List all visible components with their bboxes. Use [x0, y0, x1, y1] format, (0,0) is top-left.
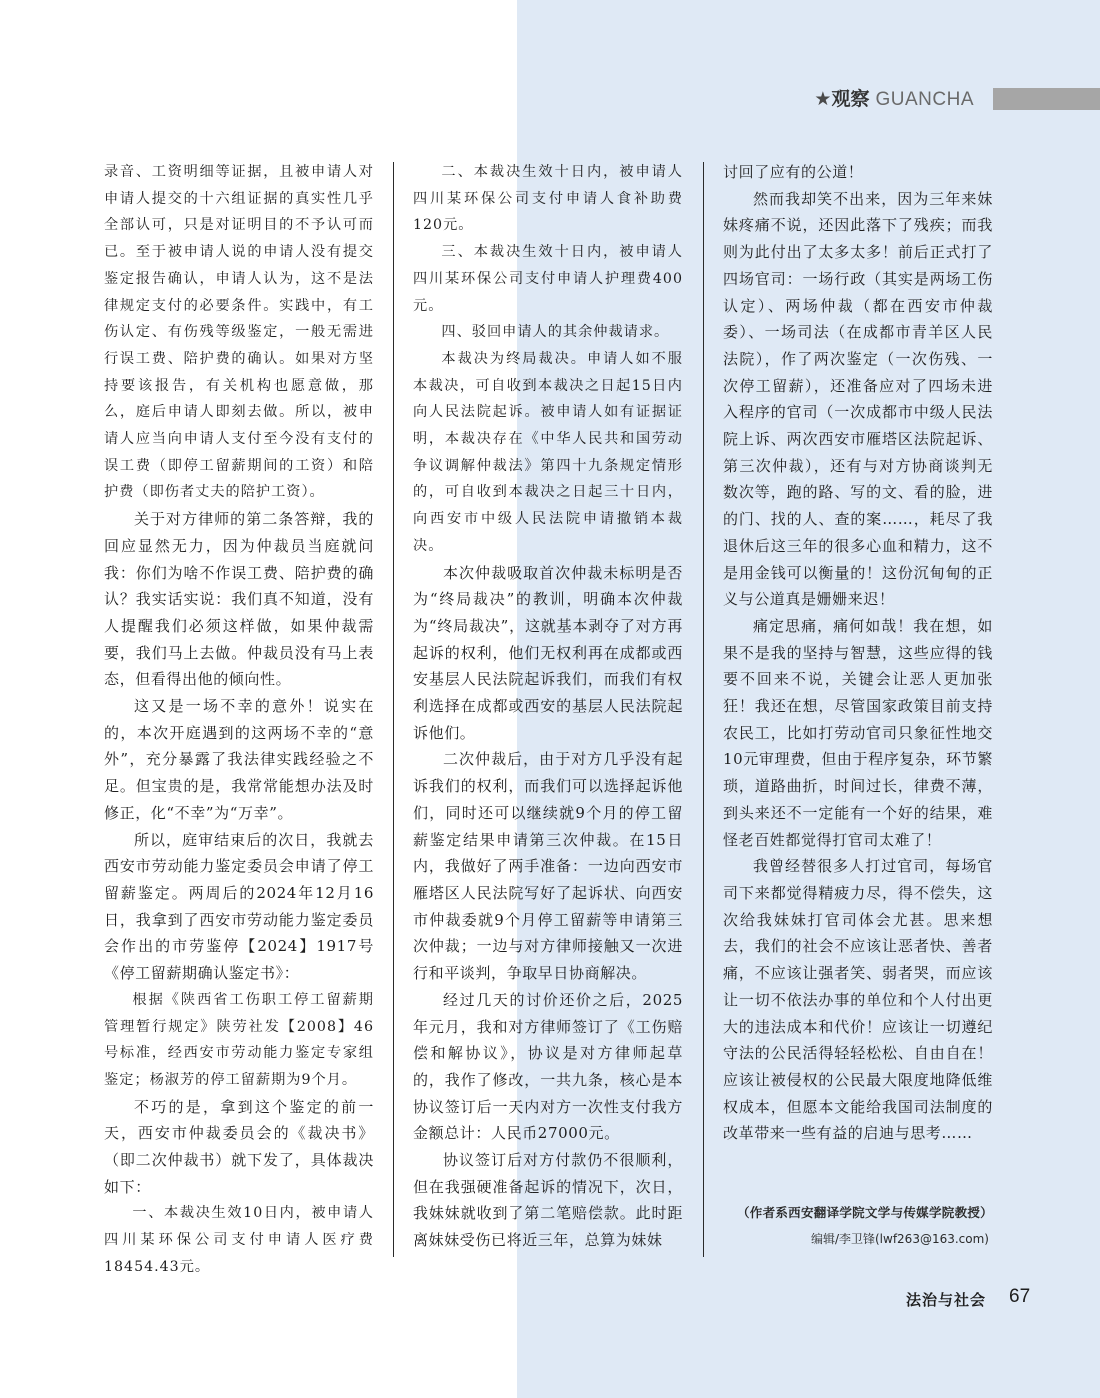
article-column-3 — [723, 159, 993, 1147]
article-column-1 — [104, 159, 374, 1281]
paragraph: 经过几天的讨价还价之后，2025年元月，我和对方律师签订了《工伤赔偿和解协议》，协议是对方律师起草的，我作了修改，一共九条，核心是本协议签订后一天内对方一次性支付我方金额总计：人民币27000元。 — [413, 990, 683, 1143]
paragraph: 痛定思痛，痛何如哉！我在想，如果不是我的坚持与智慧，这些应得的钱要不回来不说，关键会让恶人更加张狂！我还在想，尽管国家政策目前支持农民工，比如打劳动官司只象征性地交10元审理费，但由于程序复杂，环节繁琐，道路曲折，时间过长，律费不薄，到头来还不一定能有一个好的结果，难怪老百姓都觉得打官司太难了！ — [723, 616, 993, 849]
quoted-paragraph: 三、本裁决生效十日内，被申请人四川某环保公司支付申请人护理费400元。 — [413, 244, 683, 314]
paragraph: 协议签订后对方付款仍不很顺利，但在我强硬准备起诉的情况下，次日，我妹妹就收到了第二笔赔偿款。此时距离妹妹受伤已将近三年，总算为妹妹 — [413, 1151, 683, 1250]
paragraph: 关于对方律师的第二条答辩，我的回应显然无力，因为仲裁员当庭就问我：你们为啥不作误工费、陪护费的确认？我实话实说：我们真不知道，没有人提醒我们必须这样做，如果仲裁需要，我们马上去做。仲裁员没有马上表态，但看得出他的倾向性。 — [104, 510, 374, 689]
quoted-paragraph: 本裁决为终局裁决。申请人如不服本裁决，可自收到本裁决之日起15日内向人民法院起诉。被申请人如有证据证明，本裁决存在《中华人民共和国劳动争议调解仲裁法》第四十九条规定情形的，可自收到本裁决之日起三十日内，向西安市中级人民法院申请撤销本裁决。 — [413, 350, 683, 554]
section-header-bar — [993, 88, 1100, 110]
section-header — [0, 86, 1100, 116]
editor-note: 编辑/李卫锋(lwf263@163.com) — [810, 1232, 989, 1246]
paragraph: 我曾经替很多人打过官司，每场官司下来都觉得精疲力尽，得不偿失，这次给我妹妹打官司体会尤甚。思来想去，我们的社会不应该让恶者快、善者痛，不应该让强者笑、弱者哭，而应该让一切不依法办事的单位和个人付出更大的违法成本和代价！应该让一切遵纪守法的公民活得轻轻松松、自由自在！应该让被侵权的公民最大限度地降低维权成本，但愿本文能给我国司法制度的改革带来一些有益的启迪与思考…… — [723, 857, 993, 1143]
star-icon: ★ — [814, 88, 832, 110]
quoted-paragraph: 一、本裁决生效10日内，被申请人四川某环保公司支付申请人医疗费18454.43元。 — [104, 1205, 374, 1275]
paragraph: 这又是一场不幸的意外！说实在的，本次开庭遇到的这两场不幸的“意外”，充分暴露了我法律实践经验之不足。但宝贵的是，我常常能想办法及时修正，化“不幸”为“万幸”。 — [104, 697, 374, 822]
section-title-cn: 观察 — [831, 88, 870, 110]
quoted-paragraph: 二、本裁决生效十日内，被申请人四川某环保公司支付申请人食补助费120元。 — [413, 164, 683, 234]
paragraph: 然而我却笑不出来，因为三年来妹妹疼痛不说，还因此落下了残疾；而我则为此付出了太多太多！前后正式打了四场官司：一场行政（其实是两场工伤认定）、两场仲裁（都在西安市仲裁委）、一场司法（在成都市青羊区人民法院），作了两次鉴定（一次伤残、一次停工留薪），还准备应对了四场未进入程序的官司（一次成都市中级人民法院上诉、两次西安市雁塔区法院起诉、第三次仲裁），还有与对方协商谈判无数次等，跑的路、写的文、看的脸，进的门、找的人、查的案……，耗尽了我退休后这三年的很多心血和精力，这不是用金钱可以衡量的！这份沉甸甸的正义与公道真是姗姗来迟！ — [723, 189, 993, 609]
quoted-paragraph: 根据《陕西省工伤职工停工留薪期管理暂行规定》陕劳社发【2008】46号标准，经西安市劳动能力鉴定专家组鉴定；杨淑芳的停工留薪期为9个月。 — [104, 991, 374, 1088]
paragraph: 所以，庭审结束后的次日，我就去西安市劳动能力鉴定委员会申请了停工留薪鉴定。两周后的2024年12月16日，我拿到了西安市劳动能力鉴定委员会作出的市劳鉴停【2024】1917号《停工留薪期确认鉴定书》： — [104, 830, 374, 983]
paragraph: 不巧的是，拿到这个鉴定的前一天，西安市仲裁委员会的《裁决书》（即二次仲裁书）就下发了，具体裁决如下： — [104, 1097, 374, 1196]
section-title-en: GUANCHA — [875, 89, 974, 110]
article-column-2 — [413, 159, 683, 1254]
paragraph: 二次仲裁后，由于对方几乎没有起诉我们的权利，而我们可以选择起诉他们，同时还可以继续就9个月的停工留薪鉴定结果申请第三次仲裁。在15日内，我做好了两手准备：一边向西安市雁塔区人民法院写好了起诉状、向西安市仲裁委就9个月停工留薪等申请第三次仲裁；一边与对方律师接触又一次进行和平谈判，争取早日协商解决。 — [413, 750, 683, 983]
paragraph: 录音、工资明细等证据，且被申请人对申请人提交的十六组证据的真实性几乎全部认可，只是对证明目的不予认可而已。至于被申请人说的申请人没有提交鉴定报告确认，申请人认为，这不是法律规定支付的必要条件。实践中，有工伤认定、有伤残等级鉴定，一般无需进行误工费、陪护费的确认。如果对方坚持要该报告，有关机构也愿意做，那么，庭后申请人即刻去做。所以，被申请人应当向申请人支付至今没有支付的误工费（即停工留薪期间的工资）和陪护费（即伤者丈夫的陪护工资）。 — [104, 164, 374, 501]
author-note: （作者系西安翻译学院文学与传媒学院教授） — [736, 1205, 993, 1220]
column-divider — [703, 162, 704, 1257]
paragraph: 本次仲裁吸取首次仲裁未标明是否为“终局裁决”的教训，明确本次仲裁为“终局裁决”，这就基本剥夺了对方再起诉的权利，他们无权利再在成都或西安基层人民法院起诉我们，而我们有权利选择在成都或西安的基层人民法院起诉他们。 — [413, 563, 683, 742]
section-label — [814, 86, 974, 112]
paragraph: 讨回了应有的公道！ — [723, 163, 864, 181]
magazine-title: 法治与社会 — [906, 1291, 987, 1309]
quoted-paragraph: 四、驳回申请人的其余仲裁请求。 — [441, 324, 670, 341]
page-number: 67 — [1009, 1286, 1031, 1307]
column-divider — [393, 162, 394, 1257]
